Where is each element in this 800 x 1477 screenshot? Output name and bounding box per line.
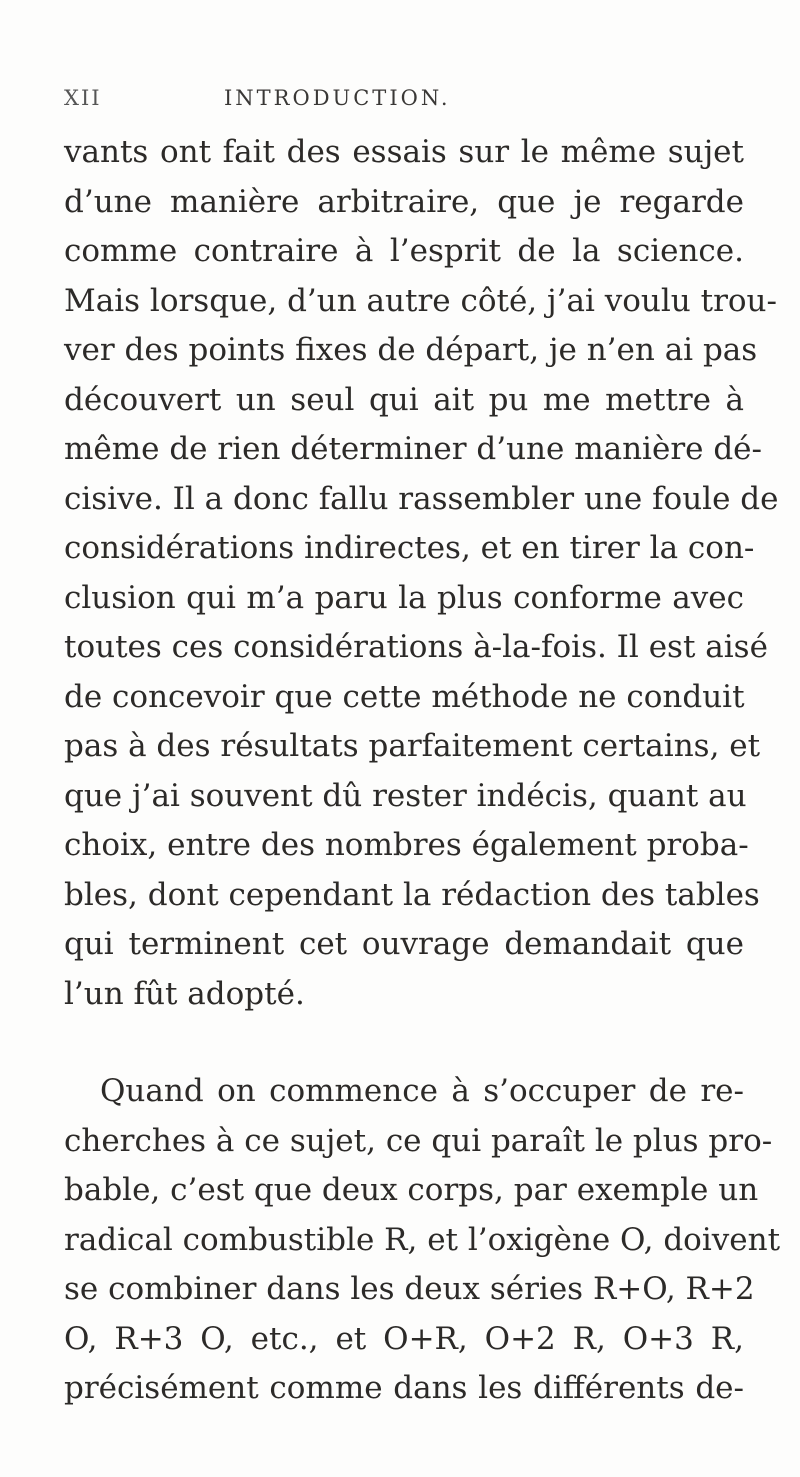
paragraph-1 bbox=[64, 128, 779, 1019]
text-line: radical combustible R, et l’oxigène O, doivent bbox=[64, 1221, 781, 1258]
text-line: bles, dont cependant la rédaction des tables bbox=[64, 876, 760, 913]
text-line: d’une manière arbitraire, que je regarde bbox=[64, 183, 744, 220]
text-line: O, R+3 O, etc., et O+R, O+2 R, O+3 R, bbox=[64, 1320, 744, 1357]
text-line: comme contraire à l’esprit de la science. bbox=[64, 233, 744, 269]
running-title: INTRODUCTION. bbox=[224, 86, 451, 110]
text-line: de concevoir que cette méthode ne conduit bbox=[64, 678, 745, 715]
text-line: considérations indirectes, et en tirer la con- bbox=[64, 530, 755, 566]
text-line: clusion qui m’a paru la plus conforme avec bbox=[64, 579, 744, 616]
text-line: précisément comme dans les différents de- bbox=[64, 1370, 744, 1406]
text-line: qui terminent cet ouvrage demandait que bbox=[64, 926, 744, 962]
text-line: Mais lorsque, d’un autre côté, j’ai voulu trou- bbox=[64, 282, 777, 319]
text-line: choix, entre des nombres également proba- bbox=[64, 827, 749, 863]
text-line: pas à des résultats parfaitement certains, et bbox=[64, 728, 761, 764]
paragraph-gap bbox=[64, 1019, 744, 1067]
paragraph-2 bbox=[64, 1067, 781, 1414]
text-line: toutes ces considérations à-la-fois. Il est aisé bbox=[64, 629, 768, 665]
text-line: cisive. Il a donc fallu rassembler une foule de bbox=[64, 480, 779, 517]
text-line: ver des points fixes de départ, je n’en ai pas bbox=[64, 332, 758, 368]
text-line: découvert un seul qui ait pu me mettre à bbox=[64, 381, 744, 418]
running-head bbox=[64, 86, 704, 116]
text-line: l’un fût adopté. bbox=[64, 975, 305, 1012]
text-line: même de rien déterminer d’une manière dé- bbox=[64, 431, 762, 467]
text-line: vants ont fait des essais sur le même sujet bbox=[64, 134, 744, 170]
text-line: cherches à ce sujet, ce qui paraît le plus pro- bbox=[64, 1122, 773, 1159]
text-line: bable, c’est que deux corps, par exemple un bbox=[64, 1172, 759, 1208]
body-text bbox=[64, 128, 781, 1414]
text-line: Quand on commence à s’occuper de re- bbox=[100, 1073, 744, 1109]
text-line: que j’ai souvent dû rester indécis, quant au bbox=[64, 777, 747, 814]
page-number: XII bbox=[64, 86, 102, 110]
text-line: se combiner dans les deux séries R+O, R+2 bbox=[64, 1271, 755, 1307]
